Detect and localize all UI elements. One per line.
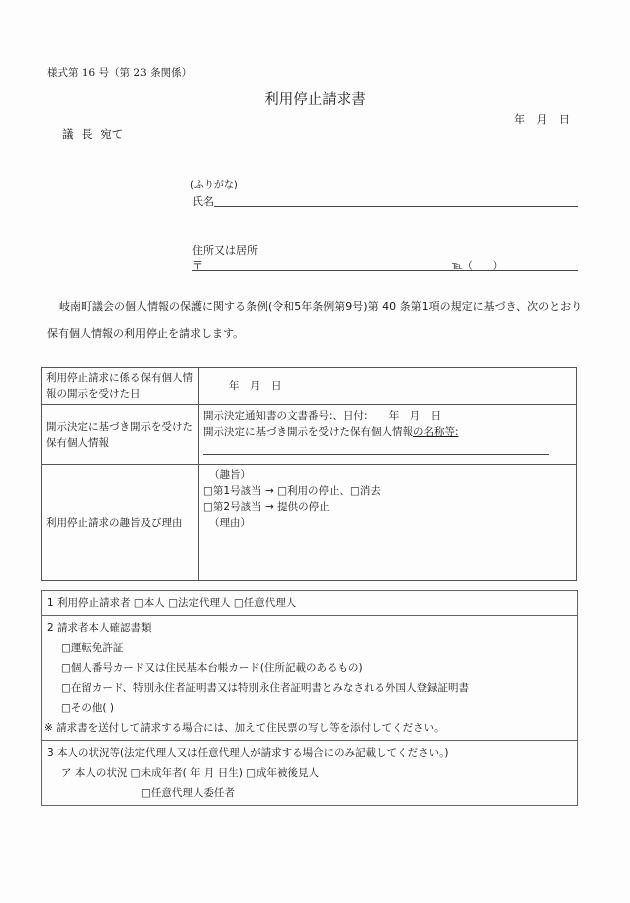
notice-number-line[interactable]: 開示決定通知書の文書番号:、日付: 年 月 日: [203, 410, 442, 422]
disclosure-date-field[interactable]: 年 月 日: [199, 368, 577, 405]
intro-text: 岐南町議会の個人情報の保護に関する条例(令和5年条例第9号)第 40 条第1項の規定に基づき、次のとおり保有個人情報の利用停止を請求します。: [47, 300, 583, 340]
id-doc-item[interactable]: □在留カード、特別永住者証明書又は特別永住者証明書とみなされる外国人登録証明書: [61, 682, 469, 694]
info-name-line[interactable]: [203, 424, 572, 440]
page-title: 利用停止請求書: [264, 92, 366, 108]
request-date: 年 月 日: [514, 113, 570, 126]
requester-info-box: [41, 590, 578, 806]
disclosed-info-label: 開示決定に基づき開示を受けた保有個人情報: [42, 405, 199, 465]
mail-note: ※ 請求書を送付して請求する場合には、加えて住民票の写し等を添付してください。: [44, 722, 445, 734]
option-item-2[interactable]: □第2号該当 → 提供の停止: [203, 501, 330, 513]
purpose-reason-label: 利用停止請求の趣旨及び理由: [42, 465, 199, 581]
info-name-field[interactable]: [203, 440, 549, 455]
request-details-table: [41, 367, 577, 581]
table-row: [42, 368, 577, 405]
info-name-suffix: の名称等:: [413, 426, 459, 438]
form-number: 様式第 16 号（第 23 条関係）: [47, 67, 193, 79]
disclosed-info-cell: [199, 405, 577, 465]
id-doc-item[interactable]: □運転免許証: [61, 642, 124, 654]
principal-status-section: [42, 741, 577, 805]
requester-type-section[interactable]: 1 利用停止請求者 □本人 □法定代理人 □任意代理人: [42, 591, 577, 616]
name-label: 氏名: [192, 195, 214, 208]
purpose-reason-cell[interactable]: [199, 465, 577, 581]
reason-heading: （理由）: [209, 517, 251, 529]
id-documents-heading: 2 請求者本人確認書類: [47, 622, 152, 634]
address-label: 住所又は居所: [192, 244, 258, 257]
address-field[interactable]: [192, 257, 578, 271]
tel-field[interactable]: ℡（ ）: [452, 261, 503, 272]
principal-status-line2[interactable]: □任意代理人委任者: [141, 787, 235, 799]
table-row: [42, 465, 577, 581]
id-doc-item[interactable]: □個人番号カード又は住民基本台帳カード(住所記載のあるもの): [61, 662, 363, 674]
name-field[interactable]: [214, 193, 578, 207]
principal-status-line1[interactable]: ア 本人の状況 □未成年者( 年 月 日生) □成年被後見人: [61, 767, 320, 779]
info-name-prefix: 開示決定に基づき開示を受けた保有個人情報: [203, 426, 413, 438]
id-doc-item[interactable]: □その他( ): [61, 702, 114, 714]
table-row: [42, 405, 577, 465]
principal-status-heading: 3 本人の状況等(法定代理人又は任意代理人が請求する場合にのみ記載してください。): [47, 747, 449, 759]
purpose-heading: （趣旨）: [209, 469, 251, 481]
id-documents-section: [42, 616, 577, 741]
option-item-1[interactable]: □第1号該当 → □利用の停止、□消去: [203, 485, 381, 497]
disclosure-date-label: 利用停止請求に係る保有個人情報の開示を受けた日: [42, 368, 199, 405]
addressee: 議 長 宛て: [62, 127, 124, 141]
postal-mark: 〒: [192, 259, 203, 272]
furigana-label: (ふりがな): [190, 180, 238, 191]
